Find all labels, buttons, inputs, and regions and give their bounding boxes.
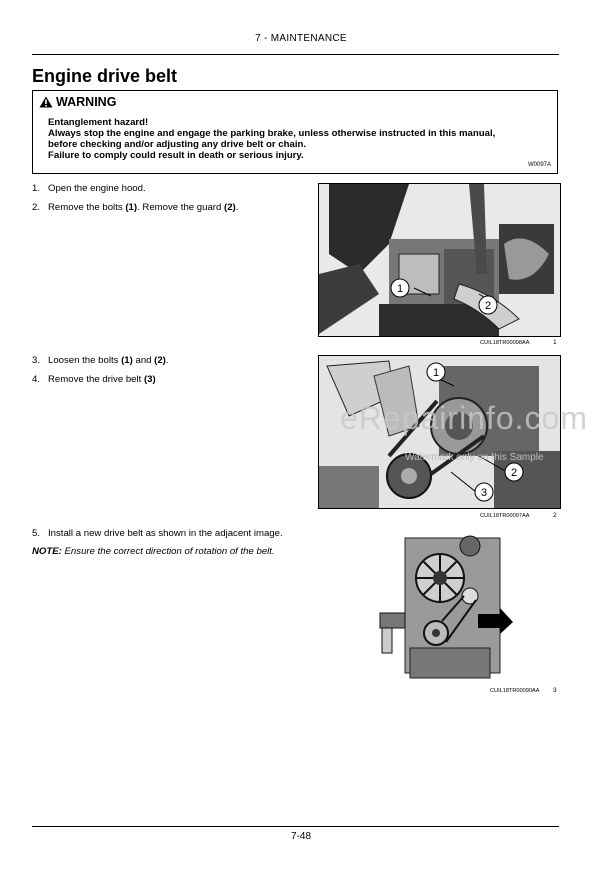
warning-header (39, 95, 116, 109)
note-label: NOTE: (32, 546, 62, 557)
callout-3: 3 (480, 487, 488, 499)
figure-2-number: 2 (553, 512, 557, 519)
figure-1-number: 1 (553, 339, 557, 346)
step-2: 2. Remove the bolts (1). Remove the guard (2). (32, 202, 239, 213)
warning-line: Always stop the engine and engage the parking brake, unless otherwise instructed in this manual, (48, 128, 496, 139)
figure-2-caption: CUIL18TR00097AA (480, 513, 530, 519)
engine-hood-photo (319, 184, 560, 336)
figure-3-number: 3 (553, 687, 557, 694)
callout-2: 2 (510, 467, 518, 479)
warning-line: before checking and/or adjusting any drive belt or chain. (48, 139, 307, 150)
note-text: Ensure the correct direction of rotation of the belt. (64, 546, 275, 557)
figure-1-caption: CUIL18TR00098AA (480, 340, 530, 346)
header-divider (32, 54, 559, 55)
warning-line: Failure to comply could result in death or serious injury. (48, 150, 304, 161)
page-title: Engine drive belt (32, 66, 178, 86)
warning-triangle-icon (39, 96, 53, 108)
step-3: 3. Loosen the bolts (1) and (2). (32, 355, 169, 366)
step-5: 5. Install a new drive belt as shown in the adjacent image. (32, 528, 283, 539)
watermark-main: eRepairinfo.com (340, 400, 588, 436)
watermark-sub: Watermark only on this Sample (405, 452, 544, 463)
warning-line: Entanglement hazard! (48, 117, 149, 128)
footer-divider (32, 826, 559, 827)
note (32, 546, 275, 557)
step-1: 1. Open the engine hood. (32, 183, 146, 194)
figure-1 (318, 183, 561, 337)
callout-1: 1 (396, 283, 404, 295)
warning-label: WARNING (56, 95, 117, 109)
callout-1: 1 (432, 367, 440, 379)
page-header: 7 - MAINTENANCE (255, 33, 347, 44)
warning-box (32, 90, 558, 174)
engine-belt-routing-drawing (370, 528, 520, 683)
callout-2: 2 (484, 300, 492, 312)
figure-3 (370, 528, 520, 683)
step-4: 4. Remove the drive belt (3) (32, 374, 156, 385)
warning-code: W0097A (527, 162, 551, 168)
figure-3-caption: CUIL18TR00090AA (490, 688, 540, 694)
page-number: 7-48 (290, 831, 311, 842)
